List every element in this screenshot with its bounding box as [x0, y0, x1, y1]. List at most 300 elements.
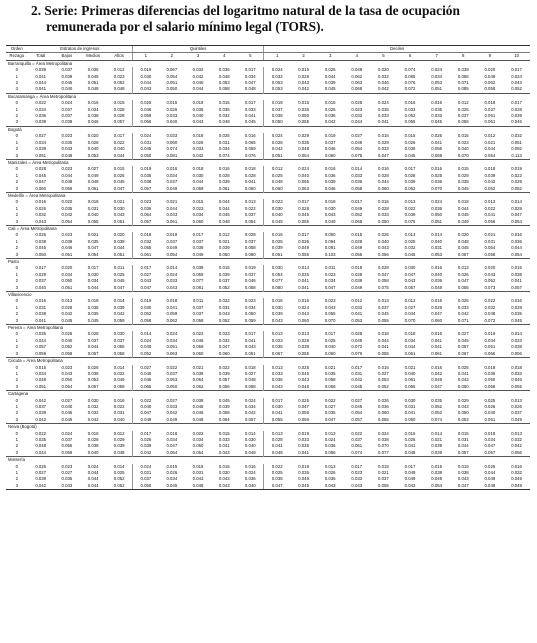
- value-cell: 0.040: [61, 86, 73, 92]
- value-cell: 0.033: [166, 133, 178, 139]
- value-cell: 0.026: [87, 364, 99, 370]
- value-cell: 0.037: [264, 107, 291, 113]
- value-cell: 0.024: [378, 430, 389, 436]
- value-cell: 0.025: [133, 100, 159, 106]
- value-cell: 0.028: [351, 271, 363, 277]
- value-cell: 0.026: [457, 106, 469, 112]
- value-cell: 0.013: [244, 199, 256, 205]
- value-cell: 0.043: [192, 476, 204, 482]
- value-cell: 0.013: [484, 199, 496, 205]
- value-cell: 0.046: [87, 119, 99, 125]
- value-cell: 0.016: [431, 265, 443, 271]
- header-rezago: Rezago: [6, 53, 28, 60]
- value-cell: 0.023: [351, 470, 363, 475]
- column-header: 6: [397, 53, 424, 60]
- value-cell: 0.043: [317, 483, 344, 490]
- value-cell: 0.055: [87, 218, 99, 224]
- value-cell: 0.022: [218, 298, 230, 304]
- value-cell: 0.042: [431, 370, 443, 376]
- value-cell: 0.045: [61, 416, 73, 422]
- value-cell: 0.018: [324, 199, 336, 205]
- value-cell: 0.060: [35, 185, 47, 191]
- value-cell: 0.035: [298, 139, 309, 145]
- value-cell: 0.053: [218, 80, 230, 86]
- value-cell: 0.028: [87, 331, 99, 337]
- value-cell: 0.035: [61, 139, 73, 145]
- value-cell: 0.050: [35, 251, 47, 257]
- value-cell: 0.015: [431, 463, 443, 469]
- section-header-row: [6, 126, 530, 133]
- lag-cell: 3: [15, 119, 18, 125]
- value-cell: 0.013: [61, 298, 73, 304]
- value-cell: 0.037: [61, 436, 73, 442]
- value-cell: 0.022: [484, 205, 496, 211]
- value-cell: 0.070: [431, 185, 443, 191]
- value-cell: 0.049: [351, 67, 363, 73]
- value-cell: 0.052: [218, 317, 230, 323]
- value-cell: 0.045: [218, 212, 230, 218]
- lag-cell: 2: [15, 311, 18, 317]
- value-cell: 0.027: [133, 272, 159, 278]
- value-cell: 0.016: [431, 331, 443, 337]
- value-cell: 0.028: [378, 265, 389, 271]
- value-cell: 0.039: [35, 410, 47, 416]
- value-cell: 0.017: [244, 331, 256, 337]
- value-cell: 0.016: [113, 397, 125, 403]
- value-cell: 0.042: [35, 416, 47, 422]
- value-cell: 0.016: [87, 100, 99, 106]
- value-cell: 0.031: [431, 245, 443, 251]
- value-cell: 0.059: [113, 383, 125, 389]
- value-cell: 0.019: [324, 133, 336, 139]
- value-cell: 0.026: [35, 232, 47, 238]
- value-cell: 0.012: [113, 67, 125, 73]
- value-cell: 0.016: [431, 364, 443, 370]
- value-cell: 0.053: [431, 251, 443, 257]
- value-cell: 0.013: [511, 430, 522, 436]
- value-cell: 0.044: [511, 245, 522, 251]
- value-cell: 0.044: [87, 344, 99, 350]
- value-cell: 0.037: [351, 436, 363, 442]
- value-cell: 0.013: [264, 431, 291, 437]
- value-cell: 0.061: [404, 350, 416, 356]
- value-cell: 0.037: [87, 337, 99, 343]
- value-cell: 0.055: [511, 383, 522, 389]
- value-cell: 0.053: [166, 377, 178, 383]
- value-cell: 0.019: [133, 67, 159, 73]
- value-cell: 0.025: [431, 172, 443, 178]
- value-cell: 0.034: [35, 370, 47, 376]
- value-cell: 0.044: [457, 205, 469, 211]
- value-cell: 0.039: [457, 67, 469, 73]
- value-cell: 0.038: [511, 344, 522, 350]
- value-cell: 0.045: [159, 483, 185, 490]
- value-cell: 0.048: [35, 443, 47, 449]
- value-cell: 0.041: [431, 139, 443, 145]
- value-cell: 0.059: [133, 113, 159, 119]
- value-cell: 0.028: [351, 331, 363, 337]
- value-cell: 0.066: [484, 350, 496, 356]
- value-cell: 0.023: [192, 205, 204, 211]
- value-cell: 0.017: [351, 364, 363, 370]
- value-cell: 0.037: [192, 304, 204, 310]
- value-cell: 0.051: [264, 153, 291, 160]
- value-cell: 0.041: [351, 311, 363, 317]
- value-cell: 0.040: [431, 238, 443, 244]
- value-cell: 0.019: [244, 265, 256, 271]
- value-cell: 0.038: [404, 146, 416, 152]
- value-cell: 0.042: [457, 311, 469, 317]
- value-cell: 0.033: [192, 146, 204, 152]
- value-cell: 0.025: [324, 337, 336, 343]
- value-cell: 0.049: [351, 139, 363, 145]
- value-cell: 0.044: [484, 146, 496, 152]
- value-cell: 0.033: [457, 304, 469, 310]
- value-cell: 0.038: [133, 179, 159, 185]
- lag-cell: 3: [15, 218, 18, 224]
- lag-cell: 1: [15, 403, 18, 409]
- column-header: 2: [290, 53, 317, 60]
- value-cell: 0.031: [404, 403, 416, 409]
- value-cell: 0.019: [133, 298, 159, 304]
- value-cell: 0.076: [244, 152, 256, 158]
- value-cell: 0.047: [457, 278, 469, 284]
- value-cell: 0.033: [166, 403, 178, 409]
- value-cell: 0.075: [351, 152, 363, 158]
- value-cell: 0.054: [484, 152, 496, 158]
- value-cell: 0.016: [431, 298, 443, 304]
- value-cell: 0.041: [484, 212, 496, 218]
- value-cell: 0.018: [166, 298, 178, 304]
- column-header: 5: [370, 53, 397, 60]
- value-cell: 0.051: [87, 80, 99, 86]
- value-cell: 0.036: [324, 443, 336, 449]
- lag-cell: 1: [15, 271, 18, 277]
- value-cell: 0.043: [218, 476, 230, 482]
- value-cell: 0.044: [80, 483, 106, 490]
- value-cell: 0.023: [244, 298, 256, 304]
- value-cell: 0.020: [484, 265, 496, 271]
- value-cell: 0.034: [166, 476, 178, 482]
- value-cell: 0.039: [133, 443, 159, 449]
- value-cell: 0.035: [431, 397, 443, 403]
- section-name: Villavicencio: [6, 292, 530, 299]
- value-cell: 0.073: [484, 284, 496, 290]
- value-cell: 0.013: [264, 331, 291, 337]
- value-cell: 0.034: [431, 73, 443, 79]
- value-cell: 0.022: [351, 430, 363, 436]
- value-cell: 0.043: [457, 476, 469, 482]
- lag-cell: 2: [15, 146, 18, 152]
- value-cell: 0.035: [378, 106, 389, 112]
- value-cell: 0.065: [404, 383, 416, 389]
- value-cell: 0.022: [113, 370, 125, 376]
- value-cell: 0.034: [244, 304, 256, 310]
- value-cell: 0.019: [192, 100, 204, 106]
- value-cell: 0.046: [378, 80, 389, 86]
- value-cell: 0.045: [457, 185, 469, 191]
- value-cell: 0.053: [264, 80, 291, 86]
- value-cell: 0.016: [35, 199, 47, 205]
- value-cell: 0.054: [61, 383, 73, 389]
- value-cell: 0.056: [378, 251, 389, 257]
- lag-cell: 2: [15, 377, 18, 383]
- value-cell: 0.071: [457, 317, 469, 323]
- value-cell: 0.041: [431, 344, 443, 350]
- value-cell: 0.041: [404, 443, 416, 449]
- value-cell: 0.026: [113, 172, 125, 178]
- value-cell: 0.017: [133, 431, 159, 437]
- value-cell: 0.029: [431, 304, 443, 310]
- value-cell: 0.048: [244, 86, 256, 92]
- value-cell: 0.055: [378, 317, 389, 323]
- value-cell: 0.036: [192, 106, 204, 112]
- value-cell: 0.027: [378, 370, 389, 376]
- value-cell: 0.034: [404, 337, 416, 343]
- value-cell: 0.037: [166, 238, 178, 244]
- value-cell: 0.015: [35, 364, 47, 370]
- value-cell: 0.039: [218, 370, 230, 376]
- value-cell: 0.039: [264, 245, 291, 251]
- value-cell: 0.017: [298, 199, 309, 205]
- value-cell: 0.059: [244, 317, 256, 323]
- value-cell: 0.060: [378, 410, 389, 416]
- value-cell: 0.011: [324, 265, 336, 271]
- value-cell: 0.046: [192, 410, 204, 416]
- value-cell: 0.056: [457, 73, 469, 79]
- value-cell: 0.048: [185, 483, 211, 490]
- value-cell: 0.039: [218, 403, 230, 409]
- value-cell: 0.113: [511, 152, 522, 158]
- value-cell: 0.047: [484, 443, 496, 449]
- value-cell: 0.036: [298, 106, 309, 112]
- value-cell: 0.040: [61, 403, 73, 409]
- value-cell: 0.022: [35, 430, 47, 436]
- value-cell: 0.057: [511, 284, 522, 290]
- value-cell: 0.072: [404, 86, 416, 92]
- value-cell: 0.031: [457, 436, 469, 442]
- header-deciles: Deciles: [264, 46, 530, 53]
- value-cell: 0.043: [378, 245, 389, 251]
- value-cell: 0.016: [404, 430, 416, 436]
- value-cell: 0.043: [511, 80, 522, 86]
- value-cell: 0.019: [166, 232, 178, 238]
- value-cell: 0.067: [457, 350, 469, 356]
- value-cell: 0.042: [511, 443, 522, 449]
- value-cell: 0.023: [113, 73, 125, 79]
- value-cell: 0.012: [264, 166, 291, 172]
- value-cell: 0.037: [378, 476, 389, 482]
- value-cell: 0.042: [378, 86, 389, 92]
- value-cell: 0.018: [133, 232, 159, 238]
- value-cell: 0.040: [87, 449, 99, 455]
- value-cell: 0.039: [351, 278, 363, 284]
- value-cell: 0.027: [35, 470, 47, 475]
- value-cell: 0.067: [166, 67, 178, 73]
- value-cell: 0.055: [457, 284, 469, 290]
- value-cell: 0.053: [431, 80, 443, 86]
- value-cell: 0.030: [244, 436, 256, 442]
- value-cell: 0.040: [113, 146, 125, 152]
- value-cell: 0.094: [324, 238, 336, 244]
- value-cell: 0.019: [484, 331, 496, 337]
- value-cell: 0.053: [378, 377, 389, 383]
- value-cell: 0.039: [35, 67, 47, 73]
- value-cell: 0.058: [484, 383, 496, 389]
- value-cell: 0.014: [351, 166, 363, 172]
- value-cell: 0.022: [166, 364, 178, 370]
- value-cell: 0.059: [166, 311, 178, 317]
- value-cell: 0.050: [457, 410, 469, 416]
- value-cell: 0.049: [192, 251, 204, 257]
- value-cell: 0.075: [404, 218, 416, 224]
- value-cell: 0.043: [192, 119, 204, 125]
- value-cell: 0.025: [264, 239, 291, 245]
- value-cell: 0.018: [87, 298, 99, 304]
- value-cell: 0.044: [87, 470, 99, 475]
- value-cell: 0.015: [166, 100, 178, 106]
- value-cell: 0.028: [244, 172, 256, 178]
- value-cell: 0.103: [324, 251, 336, 257]
- value-cell: 0.051: [35, 383, 47, 389]
- value-cell: 0.034: [166, 436, 178, 442]
- value-cell: 0.075: [378, 284, 389, 290]
- value-cell: 0.053: [351, 317, 363, 323]
- value-cell: 0.016: [378, 166, 389, 172]
- value-cell: 0.043: [404, 278, 416, 284]
- value-cell: 0.050: [378, 218, 389, 224]
- value-cell: 0.041: [431, 337, 443, 343]
- value-cell: 0.017: [35, 265, 47, 271]
- value-cell: 0.051: [484, 344, 496, 350]
- lag-cell: 3: [15, 185, 18, 191]
- value-cell: 0.033: [166, 278, 178, 284]
- value-cell: 0.037: [35, 278, 47, 284]
- value-cell: 0.048: [244, 377, 256, 383]
- value-cell: 0.023: [61, 232, 73, 238]
- value-cell: 0.077: [264, 278, 291, 284]
- value-cell: 0.051: [113, 251, 125, 257]
- value-cell: 0.033: [218, 436, 230, 442]
- value-cell: 0.063: [166, 350, 178, 356]
- value-cell: 0.019: [298, 430, 309, 436]
- value-cell: 0.040: [61, 337, 73, 343]
- lag-cell: 3: [15, 86, 18, 92]
- value-cell: 0.085: [457, 86, 469, 92]
- value-cell: 0.018: [264, 100, 291, 106]
- value-cell: 0.054: [423, 483, 450, 490]
- value-cell: 0.024: [431, 67, 443, 73]
- value-cell: 0.034: [192, 212, 204, 218]
- lag-cell: 1: [15, 370, 18, 376]
- value-cell: 0.013: [378, 298, 389, 304]
- value-cell: 0.026: [324, 106, 336, 112]
- value-cell: 0.031: [218, 304, 230, 310]
- value-cell: 0.034: [35, 139, 47, 145]
- column-header: 5: [237, 53, 263, 60]
- value-cell: 0.018: [166, 430, 178, 436]
- value-cell: 0.013: [457, 265, 469, 271]
- value-cell: 0.051: [431, 218, 443, 224]
- value-cell: 0.014: [511, 199, 522, 205]
- value-cell: 0.020: [87, 133, 99, 139]
- value-cell: 0.056: [511, 350, 522, 356]
- value-cell: 0.045: [404, 251, 416, 257]
- value-cell: 0.024: [244, 397, 256, 403]
- value-cell: 0.035: [324, 410, 336, 416]
- value-cell: 0.037: [133, 476, 159, 482]
- value-cell: 0.049: [404, 476, 416, 482]
- value-cell: 0.051: [61, 251, 73, 257]
- value-cell: 0.026: [35, 205, 47, 211]
- value-cell: 0.018: [484, 364, 496, 370]
- value-cell: 0.015: [298, 67, 309, 73]
- value-cell: 0.048: [218, 73, 230, 79]
- value-cell: 0.015: [298, 100, 309, 106]
- value-cell: 0.017: [511, 100, 522, 106]
- value-cell: 0.071: [457, 80, 469, 86]
- value-cell: 0.023: [61, 463, 73, 469]
- value-cell: 0.033: [166, 113, 178, 119]
- value-cell: 0.038: [113, 238, 125, 244]
- value-cell: 0.028: [87, 436, 99, 442]
- value-cell: 0.044: [351, 119, 363, 125]
- value-cell: 0.047: [298, 403, 309, 409]
- value-cell: 0.062: [166, 317, 178, 323]
- value-cell: 0.036: [431, 278, 443, 284]
- value-cell: 0.044: [87, 284, 99, 290]
- value-cell: 0.015: [218, 430, 230, 436]
- value-cell: 0.024: [61, 100, 73, 106]
- value-cell: 0.045: [192, 80, 204, 86]
- value-cell: 0.056: [511, 449, 522, 455]
- value-cell: 0.017: [404, 166, 416, 172]
- value-cell: 0.049: [113, 377, 125, 383]
- value-cell: 0.035: [61, 205, 73, 211]
- value-cell: 0.028: [298, 205, 309, 211]
- value-cell: 0.017: [113, 133, 125, 139]
- value-cell: 0.040: [324, 344, 336, 350]
- value-cell: 0.048: [192, 416, 204, 422]
- lag-cell: 3: [15, 251, 18, 257]
- table-row: [6, 119, 530, 126]
- lag-cell: 0: [15, 265, 18, 271]
- section-name: Cúcuta = Área Metropolitana: [6, 358, 530, 365]
- value-cell: 0.026: [166, 470, 178, 475]
- value-cell: 0.049: [431, 476, 443, 482]
- column-header: 1: [264, 53, 291, 60]
- value-cell: 0.017: [192, 232, 204, 238]
- value-cell: 0.039: [264, 311, 291, 317]
- value-cell: 0.051: [166, 344, 178, 350]
- value-cell: 0.035: [35, 331, 47, 337]
- value-cell: 0.052: [218, 284, 230, 290]
- value-cell: 0.061: [351, 443, 363, 449]
- value-cell: 0.033: [351, 304, 363, 310]
- value-cell: 0.062: [351, 73, 363, 79]
- value-cell: 0.041: [511, 278, 522, 284]
- value-cell: 0.030: [87, 271, 99, 277]
- value-cell: 0.012: [457, 100, 469, 106]
- value-cell: 0.037: [35, 403, 47, 409]
- value-cell: 0.035: [87, 304, 99, 310]
- value-cell: 0.045: [511, 317, 522, 323]
- value-cell: 0.034: [244, 403, 256, 409]
- value-cell: 0.035: [324, 370, 336, 376]
- value-cell: 0.022: [113, 403, 125, 409]
- value-cell: 0.046: [133, 107, 159, 113]
- value-cell: 0.032: [87, 410, 99, 416]
